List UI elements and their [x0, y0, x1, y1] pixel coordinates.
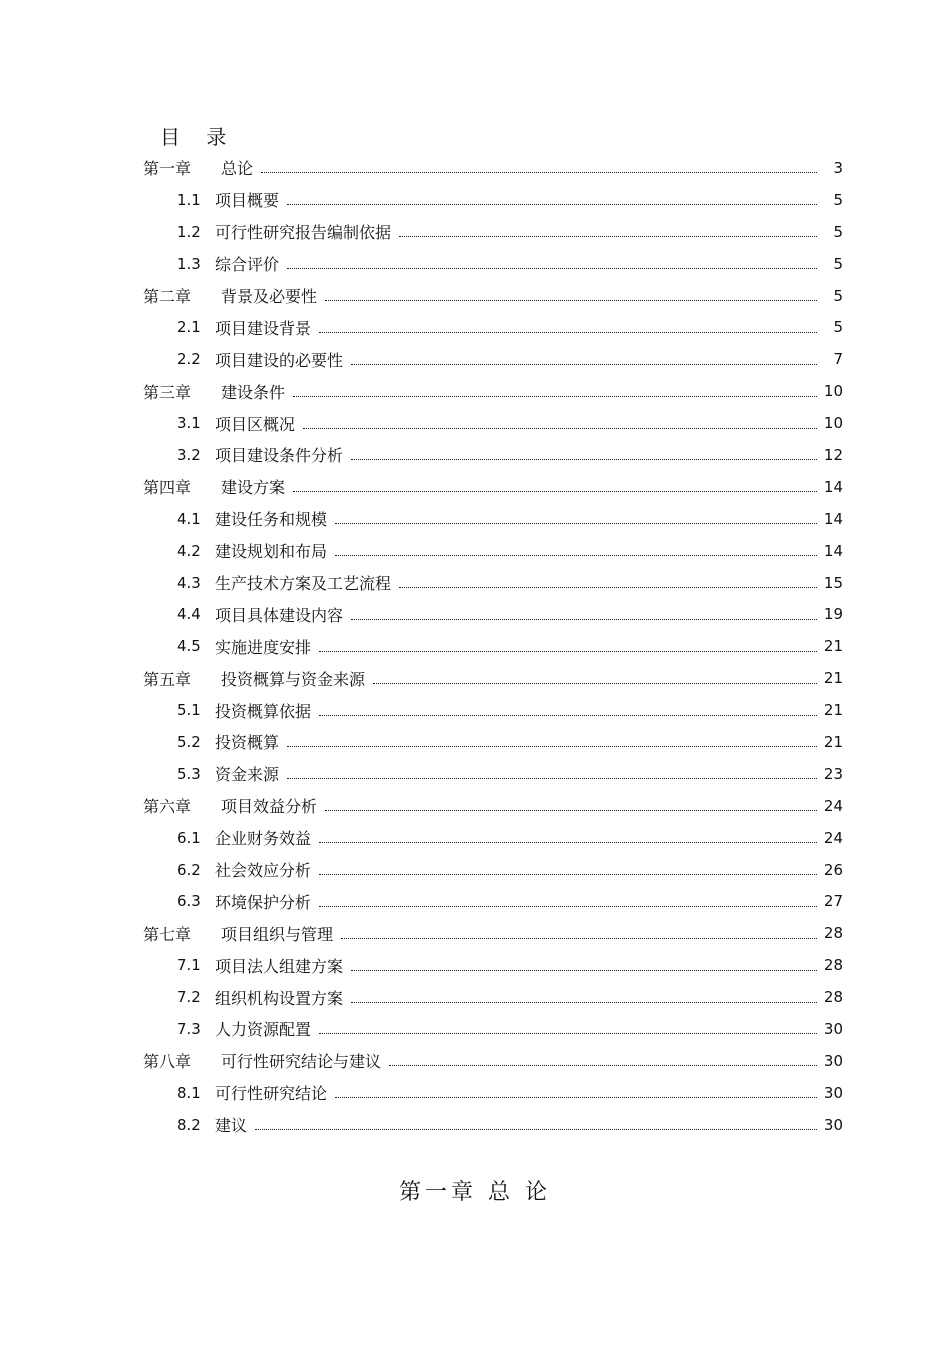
toc-entry-number: 5.3 [177, 764, 201, 783]
toc-entry-page-number: 30 [823, 1083, 843, 1102]
dot-leader [389, 1065, 817, 1066]
toc-entry-page-number: 24 [823, 796, 843, 815]
dot-leader [287, 204, 817, 205]
dot-leader [287, 746, 817, 747]
toc-entry-page-number: 23 [823, 764, 843, 783]
toc-section-entry[interactable] [143, 248, 853, 280]
toc-section-entry[interactable] [143, 216, 853, 248]
toc-chapter-entry[interactable] [143, 790, 853, 822]
toc-entry-title: 建议 [215, 1116, 248, 1136]
toc-entry-number: 第四章 [143, 478, 192, 498]
dot-leader [351, 1002, 817, 1003]
toc-entry-number: 2.2 [177, 350, 201, 369]
toc-section-entry[interactable] [143, 184, 853, 216]
toc-section-entry[interactable] [143, 758, 853, 790]
toc-entry-page-number: 10 [823, 414, 843, 433]
toc-entry-title: 实施进度安排 [215, 637, 312, 657]
toc-entry-number: 第五章 [143, 669, 192, 689]
dot-leader [261, 172, 817, 173]
toc-entry-title: 投资概算 [215, 733, 280, 753]
toc-entry-number: 4.2 [177, 541, 201, 560]
chapter-heading: 第一章 总 论 [399, 1180, 551, 1205]
toc-chapter-entry[interactable] [143, 280, 853, 312]
toc-entry-number: 4.4 [177, 605, 201, 624]
toc-entry-number: 7.2 [177, 988, 201, 1007]
toc-section-entry[interactable] [143, 311, 853, 343]
toc-section-entry[interactable] [143, 949, 853, 981]
toc-entry-title: 社会效应分析 [215, 861, 312, 881]
toc-section-entry[interactable] [143, 694, 853, 726]
toc-entry-number: 1.3 [177, 254, 201, 273]
dot-leader [319, 906, 817, 907]
table-of-contents [143, 152, 853, 1141]
toc-entry-title: 建设任务和规模 [215, 510, 328, 530]
toc-entry-page-number: 28 [823, 924, 843, 943]
toc-entry-page-number: 19 [823, 605, 843, 624]
toc-entry-title: 项目建设条件分析 [215, 446, 344, 466]
toc-chapter-entry[interactable] [143, 471, 853, 503]
dot-leader [351, 970, 817, 971]
toc-entry-number: 第一章 [143, 159, 192, 179]
toc-entry-page-number: 5 [833, 190, 843, 209]
toc-entry-page-number: 10 [823, 382, 843, 401]
toc-entry-number: 第三章 [143, 382, 192, 402]
dot-leader [319, 715, 817, 716]
toc-entry-number: 8.1 [177, 1083, 201, 1102]
toc-entry-number: 第六章 [143, 797, 192, 817]
toc-section-entry[interactable] [143, 567, 853, 599]
dot-leader [373, 683, 817, 684]
toc-entry-page-number: 21 [823, 637, 843, 656]
toc-section-entry[interactable] [143, 343, 853, 375]
dot-leader [303, 428, 817, 429]
toc-entry-number: 3.2 [177, 445, 201, 464]
toc-entry-title: 建设条件 [221, 382, 286, 402]
toc-section-entry[interactable] [143, 1013, 853, 1045]
toc-entry-number: 5.2 [177, 732, 201, 751]
toc-entry-page-number: 21 [823, 732, 843, 751]
dot-leader [399, 587, 817, 588]
toc-entry-number: 6.3 [177, 892, 201, 911]
toc-entry-title: 组织机构设置方案 [215, 988, 344, 1008]
toc-entry-number: 2.1 [177, 318, 201, 337]
dot-leader [341, 938, 817, 939]
toc-entry-title: 可行性研究报告编制依据 [215, 223, 392, 243]
toc-entry-title: 可行性研究结论 [215, 1084, 328, 1104]
toc-section-entry[interactable] [143, 822, 853, 854]
dot-leader [255, 1129, 817, 1130]
toc-entry-page-number: 27 [823, 892, 843, 911]
toc-entry-page-number: 30 [823, 1115, 843, 1134]
toc-entry-title: 综合评价 [215, 255, 280, 275]
dot-leader [335, 523, 817, 524]
toc-section-entry[interactable] [143, 439, 853, 471]
toc-entry-number: 7.1 [177, 956, 201, 975]
toc-entry-number: 6.2 [177, 860, 201, 879]
toc-entry-title: 项目建设的必要性 [215, 350, 344, 370]
toc-section-entry[interactable] [143, 598, 853, 630]
toc-chapter-entry[interactable] [143, 152, 853, 184]
dot-leader [319, 874, 817, 875]
toc-entry-title: 可行性研究结论与建议 [221, 1052, 382, 1072]
dot-leader [319, 651, 817, 652]
dot-leader [287, 778, 817, 779]
toc-entry-number: 8.2 [177, 1115, 201, 1134]
toc-entry-page-number: 5 [833, 222, 843, 241]
toc-entry-page-number: 14 [823, 541, 843, 560]
toc-entry-title: 环境保护分析 [215, 892, 312, 912]
toc-entry-number: 第八章 [143, 1052, 192, 1072]
toc-entry-number: 第二章 [143, 287, 192, 306]
toc-section-entry[interactable] [143, 535, 853, 567]
dot-leader [351, 619, 817, 620]
toc-entry-title: 生产技术方案及工艺流程 [215, 574, 392, 594]
dot-leader [319, 1033, 817, 1034]
toc-entry-title: 项目组织与管理 [221, 924, 334, 944]
toc-entry-number: 4.3 [177, 573, 201, 592]
toc-entry-title: 项目区概况 [215, 414, 296, 434]
toc-entry-page-number: 12 [823, 445, 843, 464]
toc-entry-title: 人力资源配置 [215, 1020, 312, 1040]
toc-entry-number: 1.1 [177, 190, 201, 209]
toc-entry-number: 6.1 [177, 828, 201, 847]
toc-entry-number: 3.1 [177, 414, 201, 433]
toc-entry-title: 投资概算与资金来源 [221, 669, 366, 689]
toc-chapter-entry[interactable] [143, 917, 853, 949]
toc-section-entry[interactable] [143, 407, 853, 439]
toc-section-entry[interactable] [143, 981, 853, 1013]
dot-leader [325, 810, 817, 811]
toc-entry-number: 第七章 [143, 924, 192, 944]
toc-entry-page-number: 28 [823, 988, 843, 1007]
toc-entry-page-number: 21 [823, 669, 843, 688]
toc-section-entry[interactable] [143, 854, 853, 886]
toc-entry-title: 项目具体建设内容 [215, 605, 344, 625]
toc-entry-number: 7.3 [177, 1019, 201, 1038]
dot-leader [325, 300, 817, 301]
toc-entry-page-number: 14 [823, 477, 843, 496]
toc-entry-title: 建设方案 [221, 478, 286, 498]
toc-entry-title: 资金来源 [215, 765, 280, 785]
toc-section-entry[interactable] [143, 630, 853, 662]
dot-leader [293, 396, 817, 397]
toc-entry-title: 项目法人组建方案 [215, 956, 344, 976]
toc-entry-page-number: 26 [823, 860, 843, 879]
toc-chapter-entry[interactable] [143, 1045, 853, 1077]
dot-leader [319, 842, 817, 843]
dot-leader [399, 236, 817, 237]
toc-entry-page-number: 21 [823, 701, 843, 720]
toc-entry-page-number: 5 [833, 254, 843, 273]
toc-chapter-entry[interactable] [143, 375, 853, 407]
toc-entry-title: 背景及必要性 [221, 287, 318, 306]
toc-entry-page-number: 3 [833, 158, 843, 177]
toc-entry-page-number: 28 [823, 956, 843, 975]
dot-leader [293, 491, 817, 492]
toc-section-entry[interactable] [143, 503, 853, 535]
toc-section-entry[interactable] [143, 726, 853, 758]
toc-entry-title: 项目概要 [215, 191, 280, 211]
dot-leader [287, 268, 817, 269]
toc-entry-page-number: 24 [823, 828, 843, 847]
toc-entry-page-number: 30 [823, 1019, 843, 1038]
dot-leader [335, 1097, 817, 1098]
dot-leader [351, 364, 817, 365]
toc-section-entry[interactable] [143, 1109, 853, 1141]
toc-section-entry[interactable] [143, 1077, 853, 1109]
toc-entry-title: 建设规划和布局 [215, 542, 328, 562]
dot-leader [319, 332, 817, 333]
toc-entry-title: 总论 [221, 159, 254, 179]
toc-title: 目 录 [160, 125, 237, 149]
toc-entry-number: 4.5 [177, 637, 201, 656]
toc-chapter-entry[interactable] [143, 662, 853, 694]
toc-entry-title: 投资概算依据 [215, 701, 312, 721]
toc-entry-title: 项目效益分析 [221, 797, 318, 817]
toc-entry-page-number: 5 [833, 286, 843, 305]
toc-entry-title: 企业财务效益 [215, 829, 312, 849]
toc-entry-number: 5.1 [177, 701, 201, 720]
dot-leader [351, 459, 817, 460]
toc-entry-page-number: 15 [823, 573, 843, 592]
toc-entry-number: 1.2 [177, 222, 201, 241]
toc-entry-page-number: 14 [823, 509, 843, 528]
dot-leader [335, 555, 817, 556]
toc-entry-page-number: 7 [833, 350, 843, 369]
toc-entry-page-number: 30 [823, 1051, 843, 1070]
toc-entry-page-number: 5 [833, 318, 843, 337]
toc-entry-title: 项目建设背景 [215, 318, 312, 338]
toc-entry-number: 4.1 [177, 509, 201, 528]
toc-section-entry[interactable] [143, 885, 853, 917]
